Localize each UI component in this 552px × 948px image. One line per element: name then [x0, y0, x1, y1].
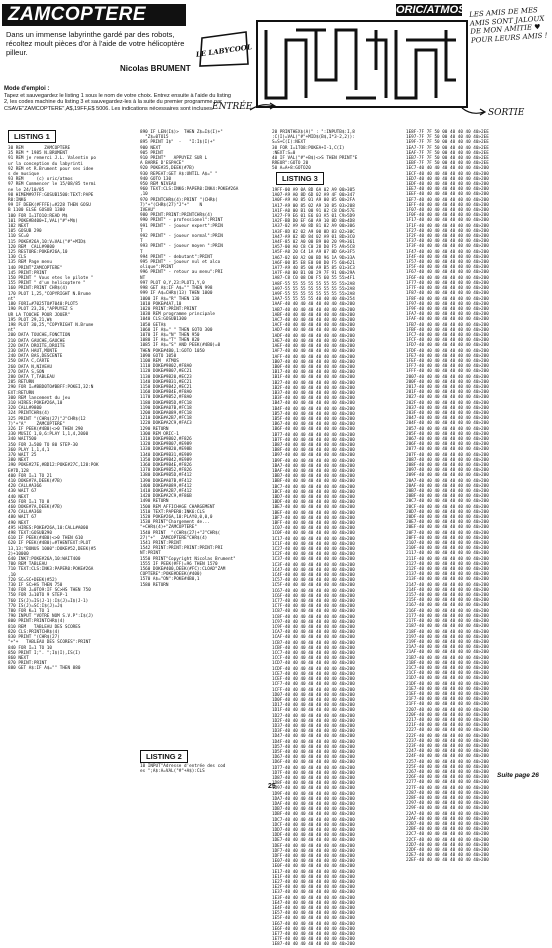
maze-exit-label: SORTIE: [488, 108, 525, 118]
article-author: Nicolas BRUMENT: [120, 64, 191, 73]
page-number: 25: [268, 783, 276, 790]
exit-arrow-icon: [460, 104, 488, 118]
instructions-text: Tapez et sauvegardez le listing 1 sous le nom de votre choix. Entrez ensuite à l'aide du listing 2, les codes machine du listing 3 et sauvegardez-les à la suite du premier programme par CSAVE"ZAMCOPTERE",A$,19FF,E$ 5006. Les indications nécessaires sont incluses.: [4, 92, 231, 112]
instructions-heading: Mode d'emploi :: [4, 86, 50, 92]
listing-1-column-2: [140, 130, 268, 745]
code-listing-2b: 20 PRINTHEX$(A)" : ":INPUTB$:I,8 :C(I)=VAL("#"+MID$(B$,I*3-2,2)): S=S+C(I):NEXT 30 FOR I=1TO8:POKEA+I-1,C(I) :NEXT:S=0 40 IF VAL("#"+B$)<>S THEN PRINT"E RREUR":GOTO 20 50 A=A+8:GOTO20: [272, 130, 358, 172]
listing-2-body: [140, 764, 268, 778]
listing-1-label: LISTING 1: [8, 130, 56, 143]
continued-note: Suite page 26: [497, 772, 539, 779]
code-listing-1b: 890 IF LEN(I$)> THEN Z$=I$(I)+" "Z$=0TO15 895 PRINT I$" - "I:I$(I)+" 900 NEXT 905 PRINT 910 PRINT" APPUYEZ SUR L A BARRE D'ESPACE" 920 POKE#35,DEEK(#7B) 930 REPEAT:GET A$:UNTIL A$=" " 940 GOTO 130 950 REM NIVEAU 960 TEXT:CLS:INK6:PAPER0:INK4:POKE#26A ,10 970 PRINTCHR$(4):PRINT "(CHR$( 7)"+"(CHR$(27)"J"+" N IVEAU" 980 PRINT:PRINT:PRINTCHR$(4) 990 PRINT" - professionel":PRINT 991 PRINT" - joueur expert":PRIN T 992 PRINT" - joueur normal":PRIN T 993 PRINT" - joueur moyen ":PRIN T 994 PRINT" - debutant":PRINT 995 PRINT" - joueur nul et alco olique":PRINT 996 PRINT" - retour au menu":PRI NT 997 PLOT 0,Y,23:PLOT1,Y,0 998 GET A$:IF A$="" THEN 998 999 IF A$=CHR$(13) THEN 1000 1000 IF A$="R" THEN 130 1010 POKE#4A7,10 1020 PRINT:PRINT:PRINT 1030 REM programme principale 1040 CLS:GOSUB1300 1050 GETA$ 1060 IF A$=" " THEN GOTO 300 1070 IF A$="N" THEN 950 1080 IF A$="T" THEN 820 1085 IF A$="S" AND PEEK(#4B0)=0 THEN POKE#4B0,1:GOTO 1050 1090 GOTO 1050 1100 REM ATMOS 1110 DOKE#9802,#F8A0 1120 DOKE#9B07,#EC21 1130 DOKE#9B20,#EC23 1140 DOKE#9B31,#EC21 1150 DOKE#9B42,#EC21 1160 DOKE#9B4E,#F8A0 1170 DOKE#9B52,#F8A0 1180 DOKE#9B5D,#FC18 1190 DOKE#A07B,#FC18 1200 DOKE#A089,#FC18 1210 DOKE#A2B7,#FC18 1220 DOKE#A2C9,#FAC3 1290 RETURN 1300 REM ORIC-1 1310 DOKE#9B02,#F826 1320 DOKE#9B07,#E989 1330 DOKE#9B20,#E98B 1340 DOKE#9B31,#E989 1350 DOKE#9B42,#E989 1360 DOKE#9B4E,#F826 1370 DOKE#9B52,#F826 1380 DOKE#9B5D,#F412 1390 DOKE#A07B,#F412 1400 DOKE#A089,#F412 1410 DOKE#A2B7,#F412 1420 DOKE#A2C9,#F86B 1490 RETURN 1500 REM AFFICHAGE CHARGEMENT 1510 TEXT:PAPER0:INK6:CLS 1520 POKE#26A,10:PLAY0,0,0,0 1530 PRINT"Chargement de... "+CHR$(4)+"ZAMCOPTERE" 1540 PRINT "(CHR$(27)+"J"CHR$( 27)"+" ZAMCOPTERE"CHR$(4) 1541 PRINT:PRINT 1542 PRINT:PRINT:PRINT:PRINT:PRI NT:PRINT 1550 PRINT"Copyright Nicolas Brument" 1555 IF PEEK(#FF)=96 THEN 1570 1560 DOKE#400,DEEK(#FC):CLOAD"ZAM COPTERE":POKE#DEEK(#400) 1570 A$="ON":POKE#4B0,1 1580 RETURN: [140, 130, 239, 588]
listing-1-column-1: [8, 146, 134, 772]
labycool-logo: [196, 30, 252, 68]
maze-entry-label: ENTRÉE: [212, 102, 253, 112]
maze-illustration: [256, 20, 468, 108]
margin-note: LES AMIS DE MES AMIS SONT JALOUX DE MON AMITIE ♥ POUR LEURS AMIS !: [468, 6, 548, 45]
code-listing-1a: 30 REM ZAMCOPTERE 35 REM * 1985 N.BRUMENT 91 REM je remerci J.L. Valentin po ur la conception du labyrinti 92 REM et R.Brument pour ses idee s de musique 93 REM (c) oric/atmos 97 REM Commencer le 15/08/85 termi ne le 24/10/85 98 HIMEM#97FF:GOSUB1500:TEXT:PAPE R0:INK6 99 IF DEEK(#FFFE)=#228 THEN GOSU B 1100 ELSE GOSUB 1300 100 FOR I=1TO10:READ M$ 101 POKE#B400+I,VAL("#"+M$) 102 NEXT 105 GOSUB 290 110 SC=0 115 POKE#26A,10:V=VAL("#"+MID$ 120 REM CALL#9800 125 RESTORE:POKE#26A,10 130 CLS 135 REM Page menu 140 PRINT"ZAMCOPTERE" 145 PRINT:PRINT 150 PRINT " Vous etes le pilote " 155 PRINT " d'un helicoptere " 160 PRINT:PRINT CHR$(4) 170 PLOT 1,25,"COPYRIGHT N.Brume nt" 180 FORI=#7025TO#7040:PLOT5 190 PLOT 23,26,"APPUYEZ S UR LA TOUCHE POUR JOUER" 195 PLOT 29,21,W$ 198 PLOT 30,25,"COPYRIGHT N.Brume nt" 200 DATA TOUCHE,FONCTION 210 DATA GAUCHE,GAUCHE 220 DATA DROITE,DROITE 230 DATA HAUT,MONTE 240 DATA BAS,DESCENTE 250 DATA C,CARTE 260 DATA N,NIVEAU 270 DATA S,SON 280 DATA T,TABLEAU 285 RETURN 290 FOR I=#BBD0TO#BBFF:POKEI,32:N EXT:RETURN 300 REM lancement du jeu 310 HIRES:POKE#26A,10 320 CALL#9800 324 PRINTCHR$(4) 325 PRINT "(CHR$(27)"J"CHR$(12 7)"+"A" ZAMCOPTERE" 326 IF PEEK(#4B0)<>0 THEN 290 330 MUSIC 1,0,6:PLAY 1,1,4,2000 340 WAIT500 350 FOR J=500 TO 80 STEP-30 360 PLAY 1,1,4,1 370 WAIT 25 380 NEXT 390 POKE#27E,#BD12:POKE#27C,128:POK E#7D,128 400 FOR I=1 TO 21 410 DOKE#7A,DEEK(#7B) 420 CALL#A366 430 WAIT 67 440 NEXT 450 FOR I=1 TO 8 460 DOKE#7A,DEEK(#7B) 470 CALL#A368 480 WAIT 67 490 NEXT 495 HIRES:POKE#26A,10:CALL#A000 498 TEXT:GOSUB290 610 IF PEEK(#4B0)<>0 THEN 610 620 IF PEEK(#4B0)=#THENTEXT:PLOT 13,13:"BONUS 1000":DOKE#52,DEEK(#5 2)+10000 640 INK7:POKE#26A,10:WAIT400 700 REM TABLEAU 710 TEXT:CLS:INK3:PAPER0:POKE#26A ,10 720 SC=SC+DEEK(#52) 730 IF SC>HS THEN 750 740 FOR J=0TO9:IF SC>HS THEN 750 750 FOR J=10TO 9 STEP-1 760 IS(J)=IS(J-1):I$(J)=I$(J-1) 770 IS(J)=SC:I$(J)=J$ 780 FOR K=1 TO 1 790 INPUT "VOTRE NOM S.V.P":I$(J) 800 PRINT:PRINTCHR$(4) 810 REM TABLEAU DES SCORES 820 CLS:PRINTCHR$(4) 830 PRINT "(CHR$(27) "+"+ TABLEAU DES SCORES":PRINT 840 FOR I=1 TO 10 850 PRINT I;". ";I$(I),IS(I) 860 NEXT 870 PRINT:PRINT 880 GET A$:IF A$="" THEN 880: [8, 146, 99, 672]
article-intro: Dans un immense labyrinthe gardé par des robots, récoltez moult pièces d'or à l'aide de votre hélicoptère pilleur.: [6, 30, 185, 57]
hex-dump-right: 1E8F-7F 7F 50 00 40 40 40 40>2EE 1E97-7F 7F 50 00 40 40 40 40>2EE 1E9F-7F 7F 50 00 40 40 40 40>2EE 1EA7-7F 7F 50 00 40 40 40 40>2EE 1EAF-7F 7F 50 00 40 40 40 40>2EE 1EB7-7F 7F 50 00 40 40 40 40>2EE 1EBF-7F 7F 50 00 40 40 40 40>2EE 1EC7-40 40 40 40 40 40 40 40>200 1ECF-40 40 40 40 40 40 40 40>200 1ED7-40 40 40 40 40 40 40 40>200 1EDF-40 40 40 40 40 40 40 40>200 1EE7-40 40 40 40 40 40 40 40>200 1EEF-40 40 40 40 40 40 40 40>200 1EF7-40 40 40 40 40 40 40 40>200 1EFF-40 40 40 40 40 40 40 40>200 1F07-40 40 40 40 40 40 40 40>200 1F0F-40 40 40 40 40 40 40 40>200 1F17-40 40 40 40 40 40 40 40>200 1F1F-40 40 40 40 40 40 40 40>200 1F27-40 40 40 40 40 40 40 40>200 1F2F-40 40 40 40 40 40 40 40>200 1F37-40 40 40 40 40 40 40 40>200 1F3F-40 40 40 40 40 40 40 40>200 1F47-40 40 40 40 40 40 40 40>200 1F4F-40 40 40 40 40 40 40 40>200 1F57-40 40 40 40 40 40 40 40>200 1F5F-40 40 40 40 40 40 40 40>200 1F67-40 40 40 40 40 40 40 40>200 1F6F-40 40 40 40 40 40 40 40>200 1F77-40 40 40 40 40 40 40 40>200 1F7F-40 40 40 40 40 40 40 40>200 1F87-40 40 40 40 40 40 40 40>200 1F8F-40 40 40 40 40 40 40 40>200 1F97-40 40 40 40 40 40 40 40>200 1F9F-40 40 40 40 40 40 40 40>200 1FA7-40 40 40 40 40 40 40 40>200 1FAF-40 40 40 40 40 40 40 40>200 1FB7-40 40 40 40 40 40 40 40>200 1FBF-40 40 40 40 40 40 40 40>200 1FC7-40 40 40 40 40 40 40 40>200 1FCF-40 40 40 40 40 40 40 40>200 1FD7-40 40 40 40 40 40 40 40>200 1FDF-40 40 40 40 40 40 40 40>200 1FE7-40 40 40 40 40 40 40 40>200 1FEF-40 40 40 40 40 40 40 40>200 1FF7-40 40 40 40 40 40 40 40>200 1FFF-40 40 40 40 40 40 40 40>200 2007-40 40 40 40 40 40 40 40>200 200F-40 40 40 40 40 40 40 40>200 2017-40 40 40 40 40 40 40 40>200 201F-40 40 40 40 40 40 40 40>200 2027-40 40 40 40 40 40 40 40>200 202F-40 40 40 40 40 40 40 40>200 2037-40 40 40 40 40 40 40 40>200 203F-40 40 40 40 40 40 40 40>200 2047-40 40 40 40 40 40 40 40>200 204F-40 40 40 40 40 40 40 40>200 2057-40 40 40 40 40 40 40 40>200 205F-40 40 40 40 40 40 40 40>200 2067-40 40 40 40 40 40 40 40>200 206F-40 40 40 40 40 40 40 40>200 2077-40 40 40 40 40 40 40 40>200 207F-40 40 40 40 40 40 40 40>200 2087-40 40 40 40 40 40 40 40>200 208F-40 40 40 40 40 40 40 40>200 2097-40 40 40 40 40 40 40 40>200 209F-40 40 40 40 40 40 40 40>200 20A7-40 40 40 40 40 40 40 40>200 20AF-40 40 40 40 40 40 40 40>200 20B7-40 40 40 40 40 40 40 40>200 20BF-40 40 40 40 40 40 40 40>200 20C7-40 40 40 40 40 40 40 40>200 20CF-40 40 40 40 40 40 40 40>200 20D7-40 40 40 40 40 40 40 40>200 20DF-40 40 40 40 40 40 40 40>200 20E7-40 40 40 40 40 40 40 40>200 20EF-40 40 40 40 40 40 40 40>200 20F7-40 40 40 40 40 40 40 40>200 20FF-40 40 40 40 40 40 40 40>200 2107-40 40 40 40 40 40 40 40>200 210F-40 40 40 40 40 40 40 40>200 2117-40 40 40 40 40 40 40 40>200 211F-40 40 40 40 40 40 40 40>200 2127-40 40 40 40 40 40 40 40>200 212F-40 40 40 40 40 40 40 40>200 2137-40 40 40 40 40 40 40 40>200 213F-40 40 40 40 40 40 40 40>200 2147-40 40 40 40 40 40 40 40>200 214F-40 40 40 40 40 40 40 40>200 2157-40 40 40 40 40 40 40 40>200 215F-40 40 40 40 40 40 40 40>200 2167-40 40 40 40 40 40 40 40>200 216F-40 40 40 40 40 40 40 40>200 2177-40 40 40 40 40 40 40 40>200 217F-40 40 40 40 40 40 40 40>200 2187-40 40 40 40 40 40 40 40>200 218F-40 40 40 40 40 40 40 40>200 2197-40 40 40 40 40 40 40 40>200 219F-40 40 40 40 40 40 40 40>200 21A7-40 40 40 40 40 40 40 40>200 21AF-40 40 40 40 40 40 40 40>200 21B7-40 40 40 40 40 40 40 40>200 21BF-40 40 40 40 40 40 40 40>200 21C7-40 40 40 40 40 40 40 40>200 21CF-40 40 40 40 40 40 40 40>200 21D7-40 40 40 40 40 40 40 40>200 21DF-40 40 40 40 40 40 40 40>200 21E7-40 40 40 40 40 40 40 40>200 21EF-40 40 40 40 40 40 40 40>200 21F7-40 40 40 40 40 40 40 40>200 21FF-40 40 40 40 40 40 40 40>200 2207-40 40 40 40 40 40 40 40>200 220F-40 40 40 40 40 40 40 40>200 2217-40 40 40 40 40 40 40 40>200 221F-40 40 40 40 40 40 40 40>200 2227-40 40 40 40 40 40 40 40>200 222F-40 40 40 40 40 40 40 40>200 2237-40 40 40 40 40 40 40 40>200 223F-40 40 40 40 40 40 40 40>200 2247-40 40 40 40 40 40 40 40>200 224F-40 40 40 40 40 40 40 40>200 2257-40 40 40 40 40 40 40 40>200 225F-40 40 40 40 40 40 40 40>200 2267-40 40 40 40 40 40 40 40>200 226F-40 40 40 40 40 40 40 40>200 2277-40 40 40 40 40 40 40 40>200 227F-40 40 40 40 40 40 40 40>200 2287-40 40 40 40 40 40 40 40>200 228F-40 40 40 40 40 40 40 40>200 2297-40 40 40 40 40 40 40 40>200 229F-40 40 40 40 40 40 40 40>200 22A7-40 40 40 40 40 40 40 40>200 22AF-40 40 40 40 40 40 40 40>200 22B7-40 40 40 40 40 40 40 40>200 22BF-40 40 40 40 40 40 40 40>200 22C7-40 40 40 40 40 40 40 40>200 22CF-40 40 40 40 40 40 40 40>200 22D7-40 40 40 40 40 40 40 40>200 22DF-40 40 40 40 40 40 40 40>200 22E7-40 40 40 40 40 40 40 40>200 22EF-40 40 40 40 40 40 40 40>200: [406, 130, 489, 864]
listing-3-label: LISTING 3: [276, 172, 324, 185]
logo-text: LE LABYCOOL: [195, 42, 253, 59]
instructions: [4, 86, 232, 112]
listing-2-label: LISTING 2: [140, 750, 188, 763]
listing-3-column-1: [272, 188, 400, 948]
listing-2-continued: [272, 130, 400, 170]
hex-dump-left: 19FF-00 A9 0A 8D 6A 02 A9 00>305 1A07-A9 A0 8D 6D 02 A9 4F 00>347 1A0F-A9 A0 85 01 A9 00 85 00>2FA 1A17-A9 00 85 02 A9 10 85 03>208 1A1F-A0 00 B1 00 91 02 C8 D0>57E 1A27-F9 E6 01 E6 03 A5 01 C9>5D9 1A2F-BB D0 EF 60 A9 10 8D 80>4D8 1A37-02 A9 A0 8D 81 02 A9 00>306 1A3F-8D 82 02 A9 00 8D 83 02>30C 1A47-A9 02 8D 84 02 A9 01 8D>3C0 1A4F-85 02 A0 00 B9 00 20 99>361 1A57-00 A0 C8 C0 28 D0 F5 A9>5C8 1A5F-A0 20 C4 1A A9 07 8D 6A>3F5 1A67-02 60 A2 00 BD 96 1A 9D>33A 1A6F-00 B5 E8 E0 08 D0 F5 60>621 1A77-A9 40 85 00 A9 B5 85 01>3C3 1A7F-A0 00 B1 00 29 7F 91 00>29A 1A87-C8 C0 08 D0 F5 60 55 55>4F1 1A8F-55 55 55 55 55 55 55 55>2A8 1A97-55 55 55 55 55 55 55 55>2A8 1A9F-55 55 55 55 55 55 55 55>2A8 1AA7-55 55 55 55 40 40 40 40>254 1AAF-40 40 40 40 40 40 40 40>200 1AB7-40 40 40 40 40 40 40 40>200 1ABF-40 40 40 40 40 40 40 40>200 1AC7-40 40 40 40 40 40 40 40>200 1ACF-40 40 40 40 40 40 40 40>200 1AD7-40 40 40 40 40 40 40 40>200 1ADF-40 40 40 40 40 40 40 40>200 1AE7-40 40 40 40 40 40 40 40>200 1AEF-40 40 40 40 40 40 40 40>200 1AF7-40 40 40 40 40 40 40 40>200 1AFF-40 40 40 40 40 40 40 40>200 1B07-40 40 40 40 40 40 40 40>200 1B0F-40 40 40 40 40 40 40 40>200 1B17-40 40 40 40 40 40 40 40>200 1B1F-40 40 40 40 40 40 40 40>200 1B27-40 40 40 40 40 40 40 40>200 1B2F-40 40 40 40 40 40 40 40>200 1B37-40 40 40 40 40 40 40 40>200 1B3F-40 40 40 40 40 40 40 40>200 1B47-40 40 40 40 40 40 40 40>200 1B4F-40 40 40 40 40 40 40 40>200 1B57-40 40 40 40 40 40 40 40>200 1B5F-40 40 40 40 40 40 40 40>200 1B67-40 40 40 40 40 40 40 40>200 1B6F-40 40 40 40 40 40 40 40>200 1B77-40 40 40 40 40 40 40 40>200 1B7F-40 40 40 40 40 40 40 40>200 1B87-40 40 40 40 40 40 40 40>200 1B8F-40 40 40 40 40 40 40 40>200 1B97-40 40 40 40 40 40 40 40>200 1B9F-40 40 40 40 40 40 40 40>200 1BA7-40 40 40 40 40 40 40 40>200 1BAF-40 40 40 40 40 40 40 40>200 1BB7-40 40 40 40 40 40 40 40>200 1BBF-40 40 40 40 40 40 40 40>200 1BC7-40 40 40 40 40 40 40 40>200 1BCF-40 40 40 40 40 40 40 40>200 1BD7-40 40 40 40 40 40 40 40>200 1BDF-40 40 40 40 40 40 40 40>200 1BE7-40 40 40 40 40 40 40 40>200 1BEF-40 40 40 40 40 40 40 40>200 1BF7-40 40 40 40 40 40 40 40>200 1BFF-40 40 40 40 40 40 40 40>200 1C07-40 40 40 40 40 40 40 40>200 1C0F-40 40 40 40 40 40 40 40>200 1C17-40 40 40 40 40 40 40 40>200 1C1F-40 40 40 40 40 40 40 40>200 1C27-40 40 40 40 40 40 40 40>200 1C2F-40 40 40 40 40 40 40 40>200 1C37-40 40 40 40 40 40 40 40>200 1C3F-40 40 40 40 40 40 40 40>200 1C47-40 40 40 40 40 40 40 40>200 1C4F-40 40 40 40 40 40 40 40>200 1C57-40 40 40 40 40 40 40 40>200 1C5F-40 40 40 40 40 40 40 40>200 1C67-40 40 40 40 40 40 40 40>200 1C6F-40 40 40 40 40 40 40 40>200 1C77-40 40 40 40 40 40 40 40>200 1C7F-40 40 40 40 40 40 40 40>200 1C87-40 40 40 40 40 40 40 40>200 1C8F-40 40 40 40 40 40 40 40>200 1C97-40 40 40 40 40 40 40 40>200 1C9F-40 40 40 40 40 40 40 40>200 1CA7-40 40 40 40 40 40 40 40>200 1CAF-40 40 40 40 40 40 40 40>200 1CB7-40 40 40 40 40 40 40 40>200 1CBF-40 40 40 40 40 40 40 40>200 1CC7-40 40 40 40 40 40 40 40>200 1CCF-40 40 40 40 40 40 40 40>200 1CD7-40 40 40 40 40 40 40 40>200 1CDF-40 40 40 40 40 40 40 40>200 1CE7-40 40 40 40 40 40 40 40>200 1CEF-40 40 40 40 40 40 40 40>200 1CF7-40 40 40 40 40 40 40 40>200 1CFF-40 40 40 40 40 40 40 40>200 1D07-40 40 40 40 40 40 40 40>200 1D0F-40 40 40 40 40 40 40 40>200 1D17-40 40 40 40 40 40 40 40>200 1D1F-40 40 40 40 40 40 40 40>200 1D27-40 40 40 40 40 40 40 40>200 1D2F-40 40 40 40 40 40 40 40>200 1D37-40 40 40 40 40 40 40 40>200 1D3F-40 40 40 40 40 40 40 40>200 1D47-40 40 40 40 40 40 40 40>200 1D4F-40 40 40 40 40 40 40 40>200 1D57-40 40 40 40 40 40 40 40>200 1D5F-40 40 40 40 40 40 40 40>200 1D67-40 40 40 40 40 40 40 40>200 1D6F-40 40 40 40 40 40 40 40>200 1D77-40 40 40 40 40 40 40 40>200 1D7F-40 40 40 40 40 40 40 40>200 1D87-40 40 40 40 40 40 40 40>200 1D8F-40 40 40 40 40 40 40 40>200 1D97-40 40 40 40 40 40 40 40>200 1D9F-40 40 40 40 40 40 40 40>200 1DA7-40 40 40 40 40 40 40 40>200 1DAF-40 40 40 40 40 40 40 40>200 1DB7-40 40 40 40 40 40 40 40>200 1DBF-40 40 40 40 40 40 40 40>200 1DC7-40 40 40 40 40 40 40 40>200 1DCF-40 40 40 40 40 40 40 40>200 1DD7-40 40 40 40 40 40 40 40>200 1DDF-40 40 40 40 40 40 40 40>200 1DE7-40 40 40 40 40 40 40 40>200 1DEF-40 40 40 40 40 40 40 40>200 1DF7-40 40 40 40 40 40 40 40>200 1DFF-40 40 40 40 40 40 40 40>200 1E07-40 40 40 40 40 40 40 40>200 1E0F-40 40 40 40 40 40 40 40>200 1E17-40 40 40 40 40 40 40 40>200 1E1F-40 40 40 40 40 40 40 40>200 1E27-40 40 40 40 40 40 40 40>200 1E2F-40 40 40 40 40 40 40 40>200 1E37-40 40 40 40 40 40 40 40>200 1E3F-40 40 40 40 40 40 40 40>200 1E47-40 40 40 40 40 40 40 40>200 1E4F-40 40 40 40 40 40 40 40>200 1E57-40 40 40 40 40 40 40 40>200 1E5F-40 40 40 40 40 40 40 40>200 1E67-40 40 40 40 40 40 40 40>200 1E6F-40 40 40 40 40 40 40 40>200 1E77-40 40 40 40 40 40 40 40>200 1E7F-40 40 40 40 40 40 40 40>200 1E87-40 40 40 40 40 40 40 40>200: [272, 188, 355, 948]
code-listing-2a: 10 INPUT"Adresse d'entrée des cod es ";A$:A=VAL("#"+A$):CLS: [140, 764, 226, 775]
article-title: ZAMCOPTERE: [2, 4, 186, 26]
entry-arrow-icon: [248, 100, 278, 114]
platform-banner: ORIC/ATMOS: [396, 4, 466, 16]
